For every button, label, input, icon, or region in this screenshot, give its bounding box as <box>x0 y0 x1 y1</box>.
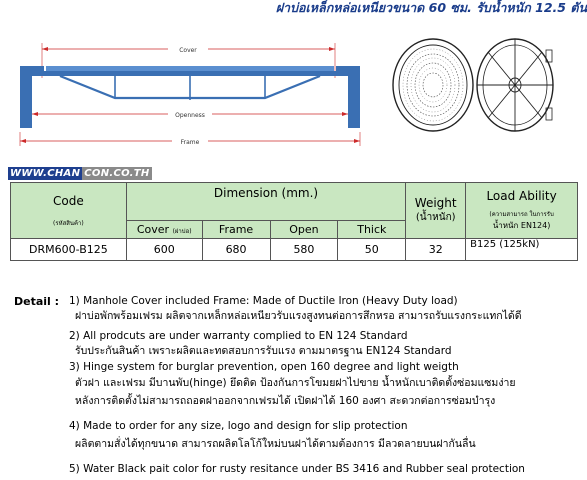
cover-header: Cover <box>136 223 170 236</box>
open-cell: 580 <box>270 239 338 261</box>
openness-label: Openness <box>175 112 205 119</box>
table-row <box>11 239 578 261</box>
detail-label: Detail : <box>14 295 60 308</box>
detail-item-3: 3) Hinge system for burglar prevention, open 160 degree and light weigth <box>69 361 459 373</box>
load-cell: B125 (125kN) <box>466 239 578 261</box>
detail-item-2-thai: รับประกันสินค้า เพราะผลิตและทดสอบการรับแรง ตามมาตรฐาน EN124 Standard <box>75 345 452 357</box>
load-header-cell <box>466 183 578 239</box>
lid-underside-drawing <box>470 30 560 145</box>
detail-item-4: 4) Made to order for any size, logo and design for slip protection <box>69 420 408 432</box>
frame-label: Frame <box>180 139 200 146</box>
detail-item-1-thai: ฝาบ่อพักพร้อมเฟรม ผลิตจากเหล็กหล่อเหนียวรับแรงสูงทนต่อการสึกหรอ สามารถรับแรงกระแทกได้ดี <box>75 310 522 322</box>
open-header: Open <box>270 221 338 239</box>
weight-header: Weight <box>414 196 457 210</box>
detail-item-3-thai-1: ตัวฝา และเฟรม มีบานพับ(hinge) ยึดติด ป้องกันการโขมยฝาไปขาย น้ำหนักเบาติดตั้งซ่อมแซมง่าย <box>75 377 516 389</box>
cover-subheader: (ฝาบ่อ) <box>172 228 192 235</box>
detail-item-5: 5) Water Black pait color for rusty resitance under BS 3416 and Rubber seal protection <box>69 463 525 475</box>
load-subheader-line1: (ความสามารถ ในการรับ <box>489 211 554 218</box>
cross-section-diagram <box>0 18 380 166</box>
lid-top-view-drawing <box>388 30 478 145</box>
weight-subheader: (น้ำหนัก) <box>415 212 456 223</box>
code-header: Code <box>53 193 84 208</box>
detail-item-1: 1) Manhole Cover included Frame: Made of Ductile Iron (Heavy Duty load) <box>69 295 458 307</box>
load-subheader-line2: น้ำหนัก EN124) <box>492 221 551 230</box>
frame-header: Frame <box>202 221 270 239</box>
cover-header-cell <box>126 221 202 239</box>
spec-table <box>10 182 578 261</box>
page-title: ฝาบ่อเหล็กหล่อเหนียวขนาด 60 ซม. รับน้ำหนัก 12.5 ตัน <box>275 0 587 15</box>
cover-cell: 600 <box>126 239 202 261</box>
website-url[interactable] <box>8 168 152 179</box>
detail-item-2: 2) All prodcuts are under warranty complied to EN 124 Standard <box>69 330 408 342</box>
detail-item-3-thai-2: หลังการติดตั้งไม่สามารถถอดฝาออกจากเฟรมได้ เปิดฝาได้ 160 องศา สะดวกต่อการซ่อมบำรุง <box>75 395 496 407</box>
code-header-cell <box>11 183 127 239</box>
website-url-part1: WWW.CHAN <box>10 168 81 179</box>
weight-cell: 32 <box>406 239 466 261</box>
thick-header: Thick <box>338 221 406 239</box>
website-url-part2: CON.CO.TH <box>84 168 150 179</box>
code-subheader: (รหัสสินค้า) <box>53 219 84 227</box>
load-header: Load Ability <box>486 189 557 203</box>
weight-header-cell <box>406 183 466 239</box>
thick-cell: 50 <box>338 239 406 261</box>
detail-item-4-thai: ผลิตตามสั่งได้ทุกขนาด สามารถผลิตโลโก้ใหม่บนฝาได้ตามต้องการ มีลวดลายบนฝากันลื่น <box>75 438 476 450</box>
cover-label: Cover <box>179 47 197 54</box>
frame-cell: 680 <box>202 239 270 261</box>
dimension-header: Dimension (mm.) <box>126 183 405 221</box>
code-cell: DRM600-B125 <box>11 239 127 261</box>
